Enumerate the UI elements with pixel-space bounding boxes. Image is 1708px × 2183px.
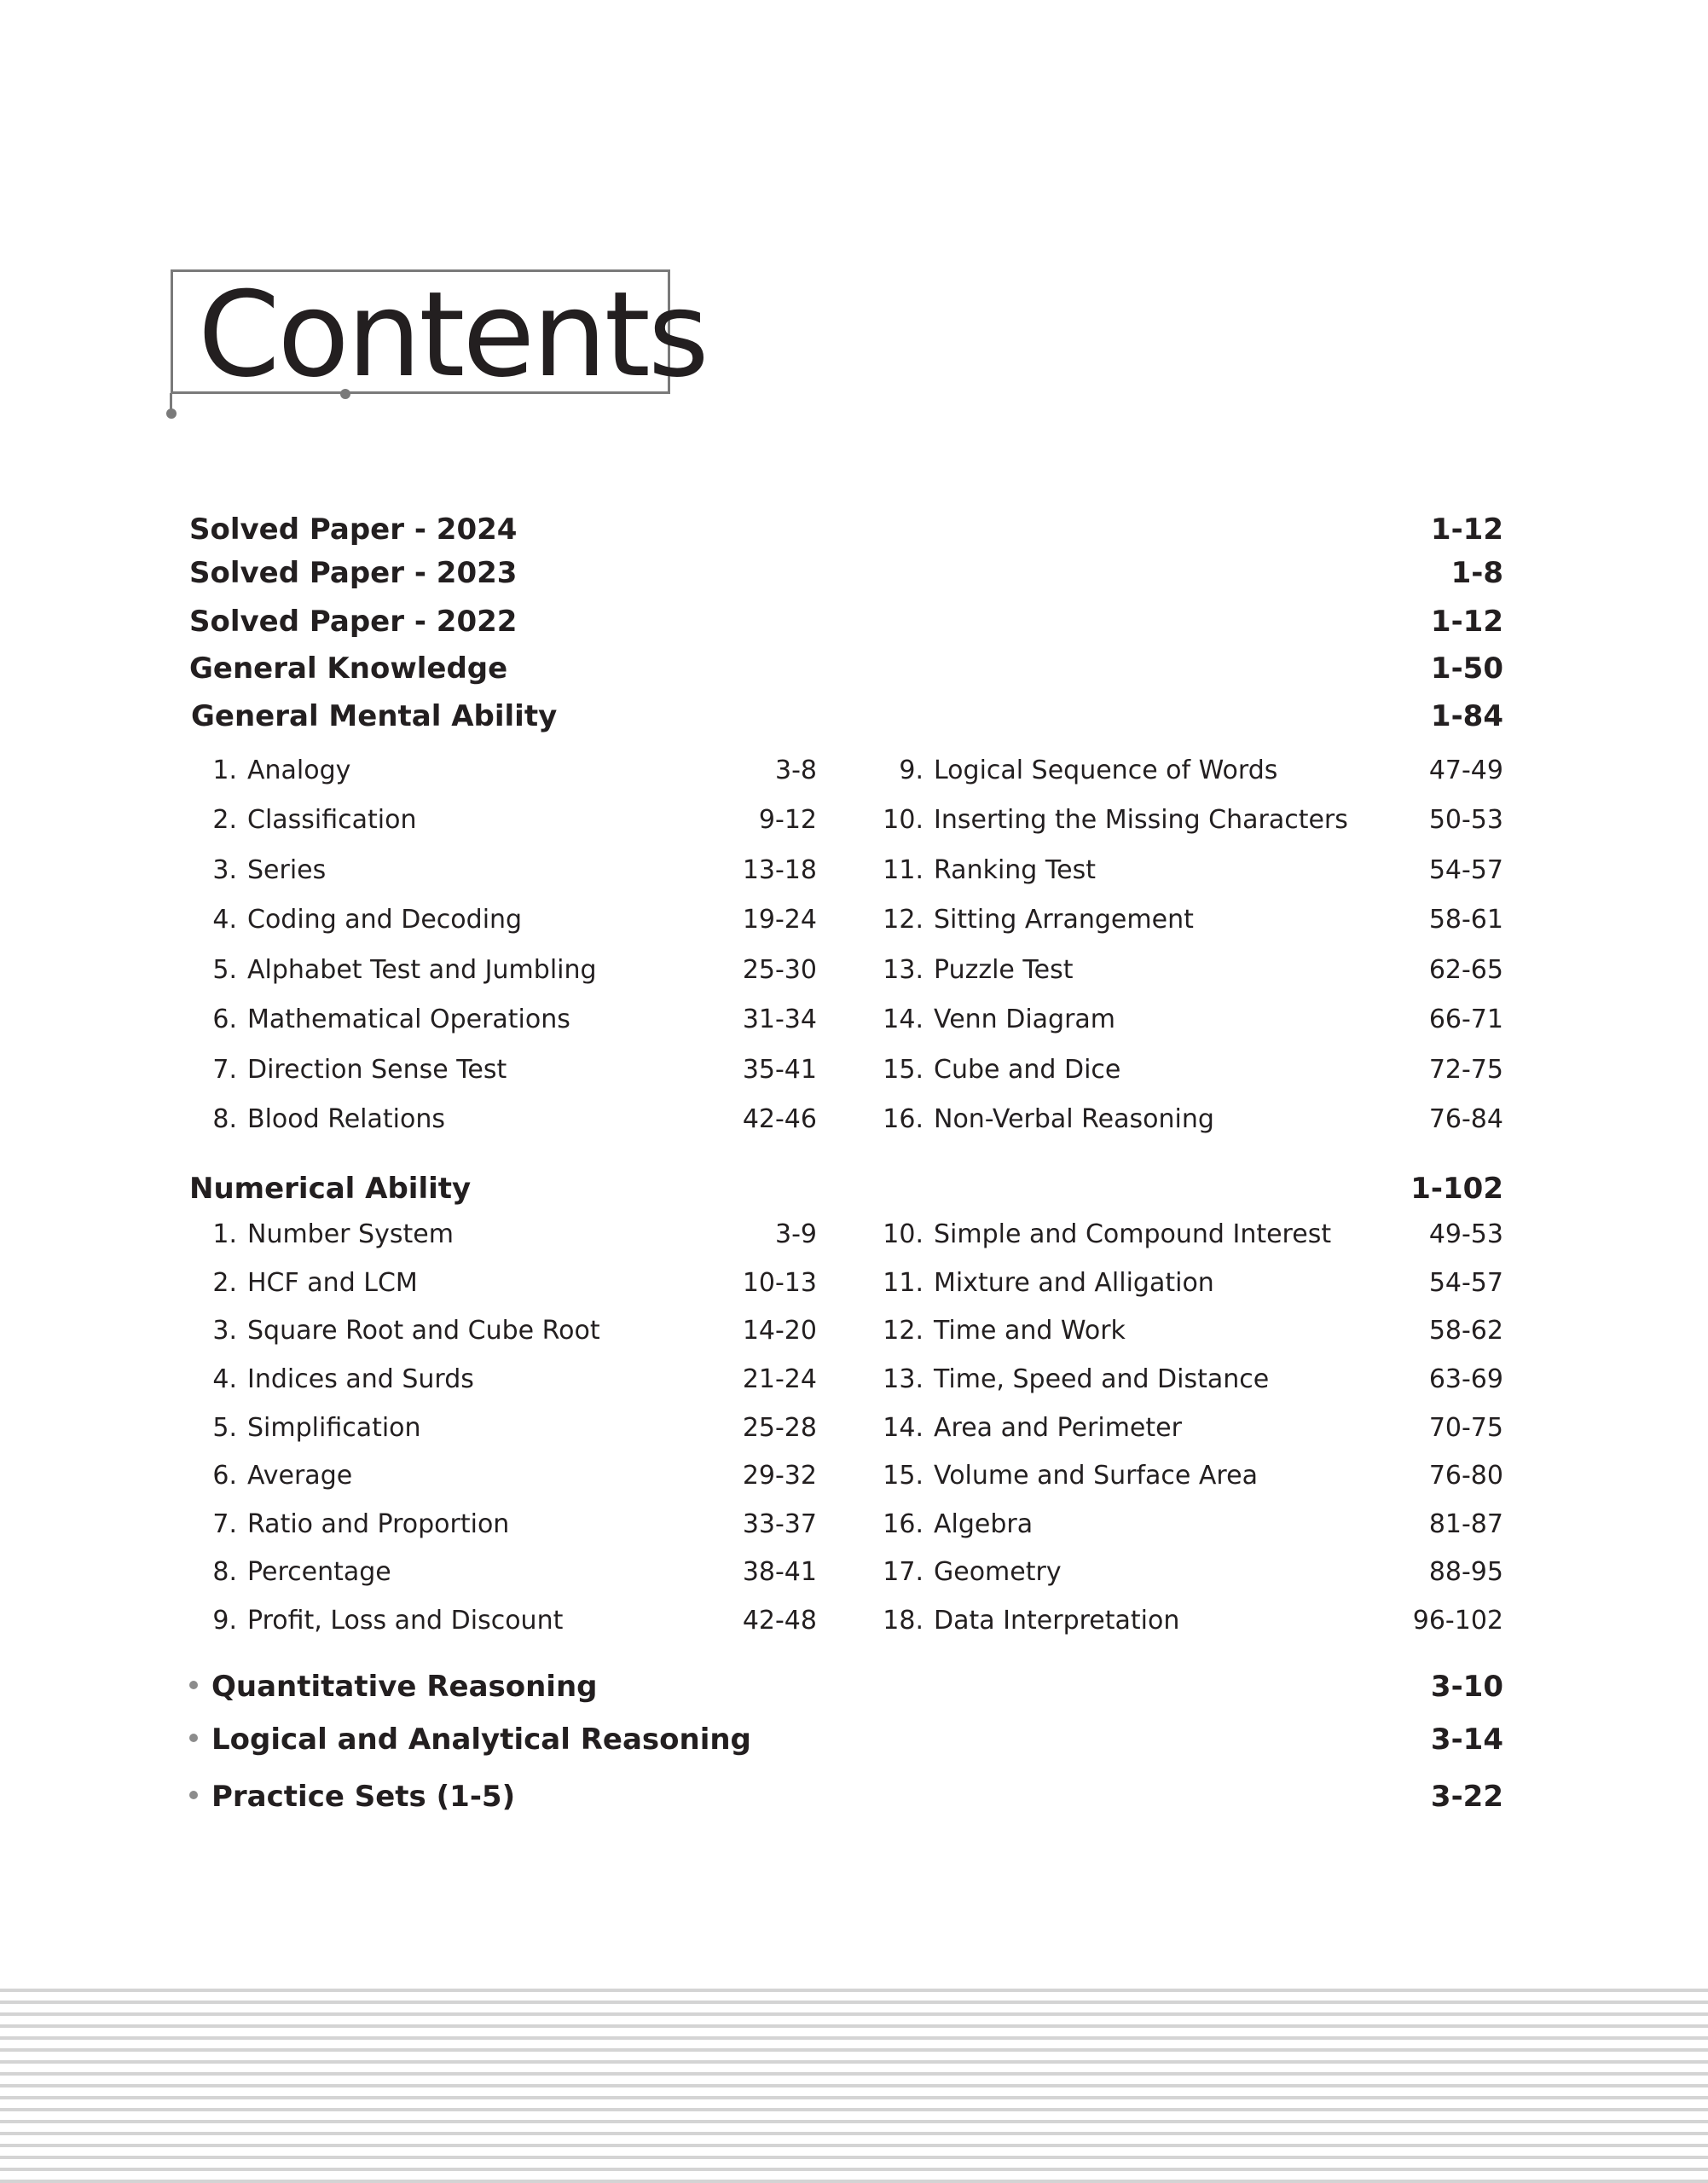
item-title: Mixture and Alligation: [934, 1268, 1214, 1298]
item-number: 13.: [883, 955, 923, 985]
item-number: 7.: [212, 1509, 237, 1539]
item-number: 2.: [212, 1268, 237, 1298]
item-pages: 25-28: [742, 1413, 817, 1443]
item-number: 17.: [883, 1557, 923, 1587]
item-title: Profit, Loss and Discount: [247, 1606, 564, 1636]
list-item: [874, 1101, 1503, 1138]
item-title: Ranking Test: [934, 855, 1096, 885]
section-row: [189, 512, 1503, 547]
list-item: [874, 1216, 1503, 1254]
list-item: [188, 802, 817, 839]
list-item: [188, 1506, 817, 1543]
bullet-row: [189, 1721, 1503, 1758]
item-pages: 47-49: [1428, 756, 1503, 785]
item-title: Classification: [247, 805, 417, 835]
list-item: [874, 1001, 1503, 1039]
section-pages: 1-12: [1430, 605, 1503, 639]
item-number: 5.: [212, 955, 237, 985]
bullet-dot-icon: [189, 1791, 198, 1799]
item-title: Mathematical Operations: [247, 1005, 570, 1034]
item-title: Average: [247, 1461, 353, 1491]
item-title: Direction Sense Test: [247, 1055, 507, 1085]
item-pages: 21-24: [742, 1364, 817, 1394]
list-item: [188, 1361, 817, 1398]
item-pages: 63-69: [1428, 1364, 1503, 1394]
section-row: [189, 651, 1503, 686]
list-item: [188, 1602, 817, 1640]
list-item: [874, 952, 1503, 989]
list-item: [874, 901, 1503, 939]
item-pages: 81-87: [1428, 1509, 1503, 1539]
item-title: Analogy: [247, 756, 351, 785]
item-pages: 42-48: [742, 1606, 817, 1636]
item-pages: 42-46: [742, 1104, 817, 1134]
item-number: 9.: [212, 1606, 237, 1636]
section-label: Solved Paper - 2024: [189, 512, 518, 547]
section-label: Solved Paper - 2023: [189, 556, 518, 590]
item-title: Indices and Surds: [247, 1364, 474, 1394]
item-title: Series: [247, 855, 327, 885]
item-number: 11.: [883, 855, 923, 885]
section-row: [191, 698, 1503, 734]
list-item: [874, 1457, 1503, 1495]
item-number: 3.: [212, 1316, 237, 1346]
item-pages: 38-41: [742, 1557, 817, 1587]
list-item: [874, 752, 1503, 790]
item-title: Inserting the Missing Characters: [934, 805, 1348, 835]
item-title: Simple and Compound Interest: [934, 1219, 1332, 1249]
item-number: 14.: [883, 1413, 923, 1443]
item-pages: 25-30: [742, 955, 817, 985]
item-number: 1.: [212, 1219, 237, 1249]
list-item: [188, 1051, 817, 1089]
section-label: General Knowledge: [189, 651, 508, 686]
item-pages: 35-41: [742, 1055, 817, 1085]
item-title: Logical Sequence of Words: [934, 756, 1278, 785]
item-title: Percentage: [247, 1557, 391, 1587]
item-pages: 13-18: [742, 855, 817, 885]
list-item: [188, 1265, 817, 1302]
item-pages: 54-57: [1428, 1268, 1503, 1298]
item-number: 15.: [883, 1461, 923, 1491]
item-pages: 88-95: [1428, 1557, 1503, 1587]
section-pages: 1-102: [1410, 1172, 1503, 1206]
item-title: HCF and LCM: [247, 1268, 418, 1298]
item-pages: 70-75: [1428, 1413, 1503, 1443]
item-title: Simplification: [247, 1413, 421, 1443]
item-number: 14.: [883, 1005, 923, 1034]
item-number: 6.: [212, 1005, 237, 1034]
item-title: Time and Work: [934, 1316, 1126, 1346]
item-pages: 31-34: [742, 1005, 817, 1034]
item-number: 3.: [212, 855, 237, 885]
item-pages: 76-84: [1428, 1104, 1503, 1134]
item-number: 10.: [883, 805, 923, 835]
item-number: 13.: [883, 1364, 923, 1394]
item-title: Puzzle Test: [934, 955, 1074, 985]
item-title: Venn Diagram: [934, 1005, 1116, 1034]
list-item: [188, 1101, 817, 1138]
item-title: Coding and Decoding: [247, 905, 523, 935]
bullet-label: Logical and Analytical Reasoning: [211, 1723, 751, 1757]
list-item: [188, 1457, 817, 1495]
item-number: 9.: [899, 756, 923, 785]
bullet-label: Quantitative Reasoning: [211, 1670, 598, 1704]
item-title: Square Root and Cube Root: [247, 1316, 600, 1346]
list-item: [188, 752, 817, 790]
list-item: [188, 1410, 817, 1447]
list-item: [874, 1602, 1503, 1640]
bullet-row: [189, 1668, 1503, 1705]
item-number: 6.: [212, 1461, 237, 1491]
item-number: 18.: [883, 1606, 923, 1636]
list-item: [874, 852, 1503, 889]
section-row: [189, 1171, 1503, 1207]
item-pages: 29-32: [742, 1461, 817, 1491]
item-pages: 19-24: [742, 905, 817, 935]
item-number: 15.: [883, 1055, 923, 1085]
section-label: Solved Paper - 2022: [189, 605, 518, 639]
footer-stripes: [0, 1989, 1708, 2183]
item-title: Number System: [247, 1219, 454, 1249]
section-row: [189, 555, 1503, 591]
bullet-pages: 3-10: [1430, 1670, 1503, 1704]
list-item: [874, 1265, 1503, 1302]
item-number: 2.: [212, 805, 237, 835]
item-pages: 58-62: [1428, 1316, 1503, 1346]
item-title: Time, Speed and Distance: [934, 1364, 1270, 1394]
list-item: [874, 1051, 1503, 1089]
bullet-pages: 3-14: [1430, 1723, 1503, 1757]
item-title: Area and Perimeter: [934, 1413, 1182, 1443]
item-number: 8.: [212, 1104, 237, 1134]
item-pages: 62-65: [1428, 955, 1503, 985]
section-label: General Mental Ability: [191, 699, 558, 733]
item-pages: 3-8: [775, 756, 817, 785]
list-item: [874, 802, 1503, 839]
item-title: Sitting Arrangement: [934, 905, 1194, 935]
item-title: Cube and Dice: [934, 1055, 1121, 1085]
title-frame-dot-left: [166, 408, 177, 419]
item-title: Ratio and Proportion: [247, 1509, 510, 1539]
item-pages: 96-102: [1412, 1606, 1503, 1636]
list-item: [188, 952, 817, 989]
item-pages: 10-13: [742, 1268, 817, 1298]
item-number: 12.: [883, 1316, 923, 1346]
list-item: [874, 1361, 1503, 1398]
item-title: Volume and Surface Area: [934, 1461, 1258, 1491]
list-item: [188, 1216, 817, 1254]
section-pages: 1-12: [1430, 512, 1503, 547]
section-row: [189, 604, 1503, 640]
section-pages: 1-84: [1430, 699, 1503, 733]
item-pages: 58-61: [1428, 905, 1503, 935]
item-number: 1.: [212, 756, 237, 785]
item-title: Non-Verbal Reasoning: [934, 1104, 1214, 1134]
item-title: Algebra: [934, 1509, 1033, 1539]
page-title: Contents: [198, 266, 707, 403]
list-item: [874, 1312, 1503, 1350]
list-item: [188, 1312, 817, 1350]
item-title: Alphabet Test and Jumbling: [247, 955, 597, 985]
item-pages: 54-57: [1428, 855, 1503, 885]
item-number: 16.: [883, 1509, 923, 1539]
item-pages: 72-75: [1428, 1055, 1503, 1085]
item-pages: 49-53: [1428, 1219, 1503, 1249]
item-number: 7.: [212, 1055, 237, 1085]
bullet-label: Practice Sets (1-5): [211, 1780, 516, 1814]
bullet-dot-icon: [189, 1734, 198, 1742]
section-label: Numerical Ability: [189, 1172, 472, 1206]
item-number: 16.: [883, 1104, 923, 1134]
item-title: Geometry: [934, 1557, 1062, 1587]
item-title: Data Interpretation: [934, 1606, 1180, 1636]
item-number: 4.: [212, 1364, 237, 1394]
list-item: [874, 1506, 1503, 1543]
list-item: [874, 1410, 1503, 1447]
list-item: [188, 852, 817, 889]
bullet-pages: 3-22: [1430, 1780, 1503, 1814]
item-number: 10.: [883, 1219, 923, 1249]
item-pages: 76-80: [1428, 1461, 1503, 1491]
bullet-dot-icon: [189, 1681, 198, 1689]
item-pages: 3-9: [775, 1219, 817, 1249]
list-item: [874, 1554, 1503, 1591]
item-number: 12.: [883, 905, 923, 935]
item-title: Blood Relations: [247, 1104, 445, 1134]
item-pages: 14-20: [742, 1316, 817, 1346]
item-pages: 33-37: [742, 1509, 817, 1539]
list-item: [188, 901, 817, 939]
item-pages: 50-53: [1428, 805, 1503, 835]
item-number: 11.: [883, 1268, 923, 1298]
item-pages: 66-71: [1428, 1005, 1503, 1034]
item-number: 5.: [212, 1413, 237, 1443]
list-item: [188, 1001, 817, 1039]
section-pages: 1-8: [1450, 556, 1503, 590]
list-item: [188, 1554, 817, 1591]
item-number: 4.: [212, 905, 237, 935]
item-pages: 9-12: [758, 805, 817, 835]
section-pages: 1-50: [1430, 651, 1503, 686]
bullet-row: [189, 1778, 1503, 1815]
item-number: 8.: [212, 1557, 237, 1587]
